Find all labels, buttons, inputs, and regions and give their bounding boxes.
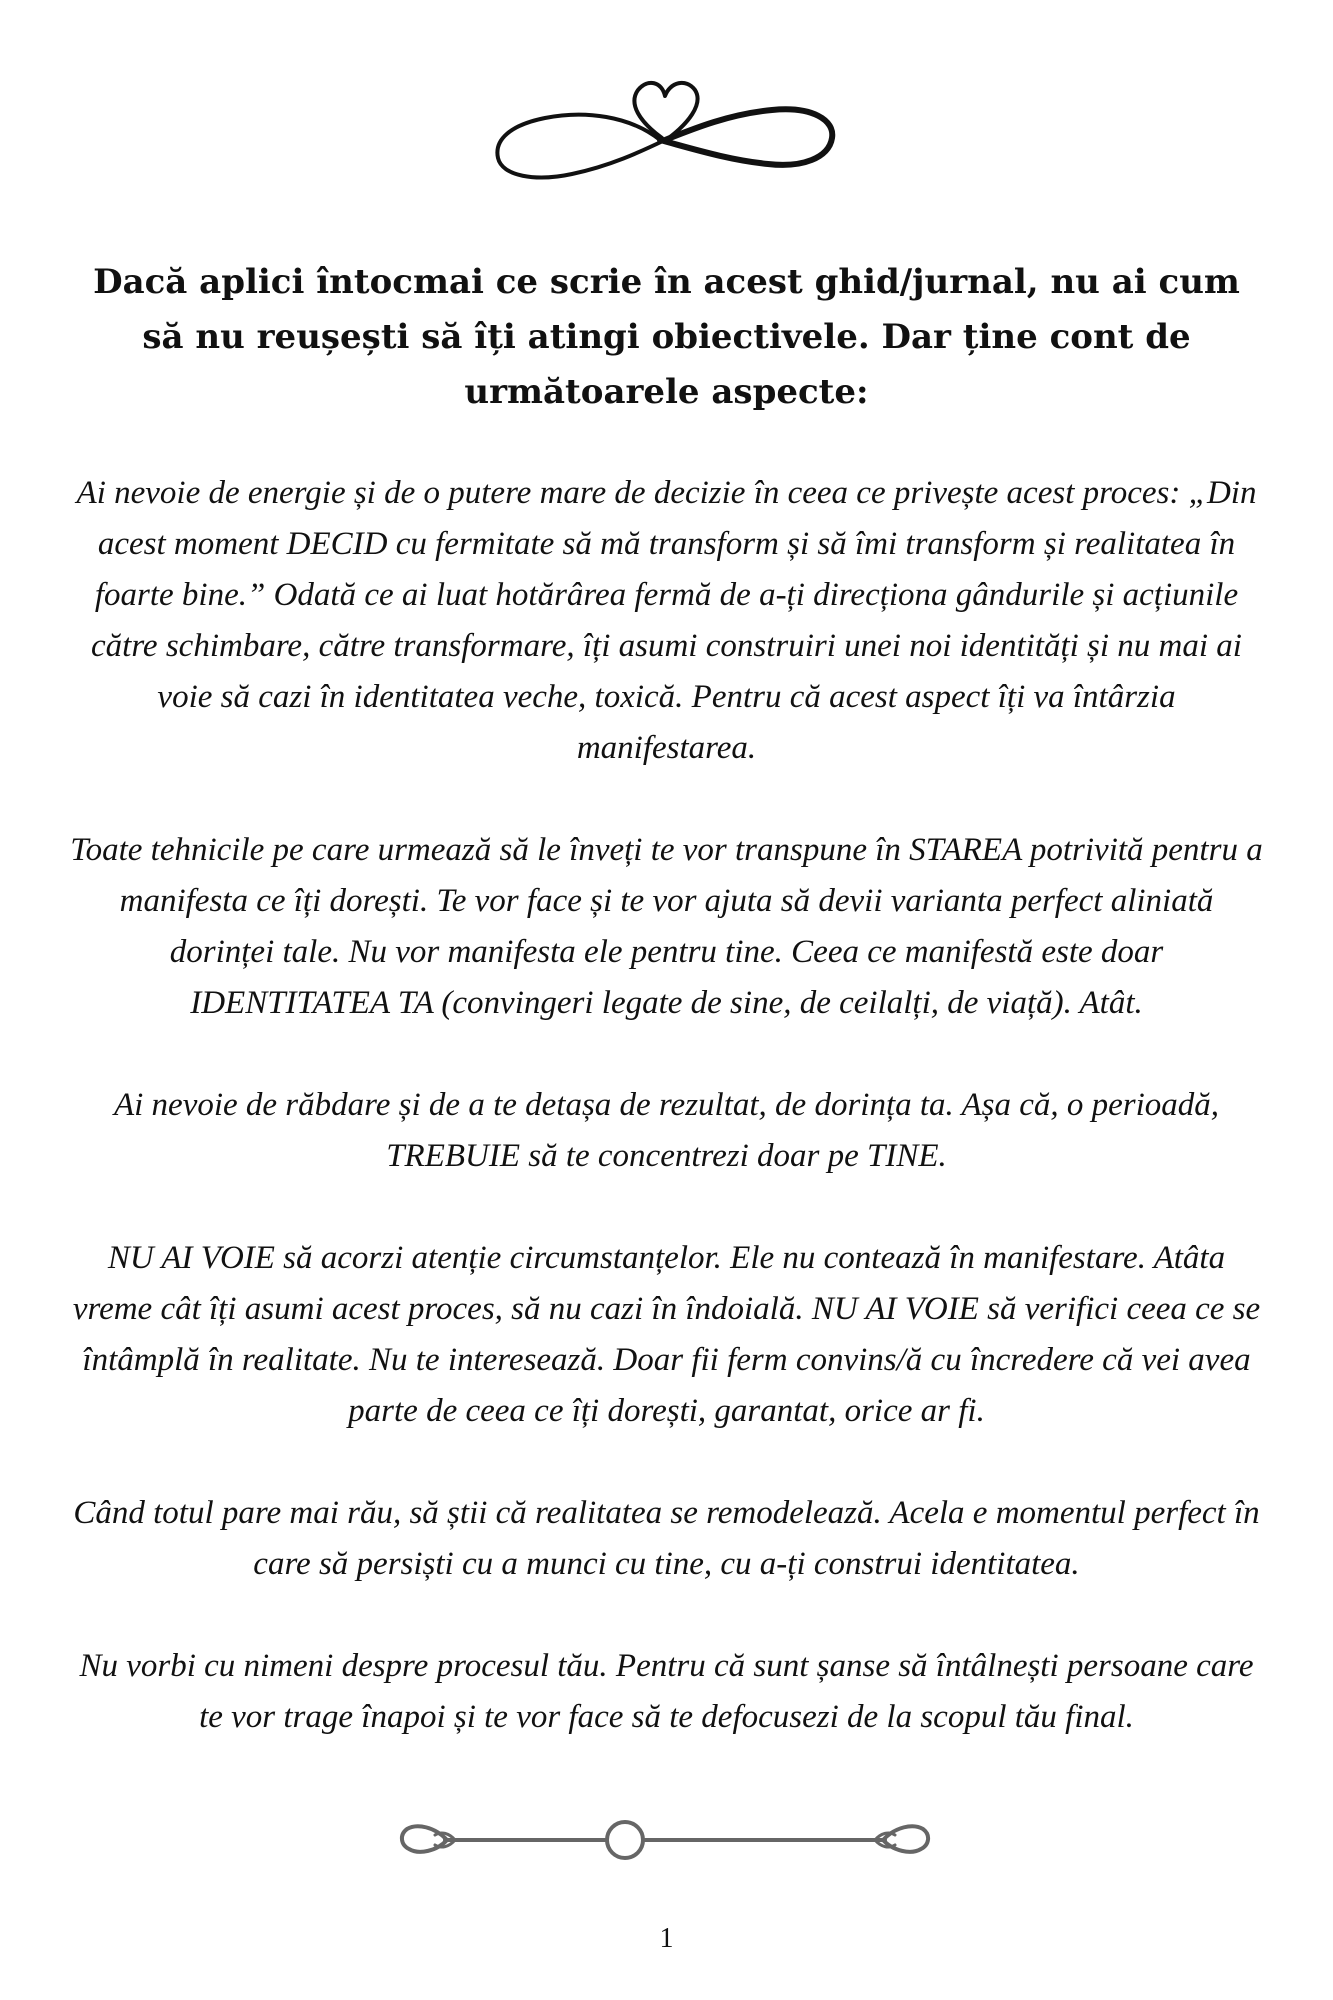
divider-flourish-icon [395, 1815, 935, 1865]
page-number: 1 [659, 1923, 674, 1954]
paragraph-techniques: Toate tehnicile pe care urmează să le înveți te vor transpune în STAREA potrivită pentru a manifesta ce îți dorești. Te vor face și te vor ajuta să devii varianta perfect aliniată dorinței tale. Nu vor manifesta ele pentru tine. Ceea ce manifestă este doar IDENTITATEA TA (convingeri legate de sine, de ceilalți, de viață). Atât. [70, 832, 1263, 1021]
infinity-heart-icon [490, 78, 840, 188]
page-heading: Dacă aplici întocmai ce scrie în acest ghid/jurnal, nu ai cum să nu reușești să îți atingi obiectivele. Dar ține cont de următoarele aspecte: [93, 262, 1240, 412]
paragraph-patience: Ai nevoie de răbdare și de a te detașa de rezultat, de dorința ta. Așa că, o perioadă, TREBUIE să te concentrezi doar pe TINE. [113, 1087, 1220, 1174]
paragraph-circumstances: NU AI VOIE să acorzi atenție circumstanțelor. Ele nu contează în manifestare. Atâta vreme cât îți asumi acest proces, să nu cazi în îndoială. NU AI VOIE să verifici ceea ce se întâmplă în realitate. Nu te interesează. Doar fii ferm convins/ă cu încredere că vei avea parte de ceea ce îți dorești, garantat, orice ar fi. [72, 1240, 1261, 1429]
paragraph-silence: Nu vorbi cu nimeni despre procesul tău. Pentru că sunt șanse să întâlnești persoane care te vor trage înapoi și te vor face să te defocusezi de la scopul tău final. [79, 1648, 1254, 1735]
paragraph-reality: Când totul pare mai rău, să știi că realitatea se remodelează. Acela e momentul perfect în care să persiști cu a munci cu tine, cu a-ți construi identitatea. [73, 1495, 1260, 1582]
paragraph-energy: Ai nevoie de energie și de o putere mare de decizie în ceea ce privește acest proces: „Din acest moment DECID cu fermitate să mă transform și să îmi transform și realitatea în foarte bine.” Odată ce ai luat hotărârea fermă de a-ți direcționa gândurile și acțiunile către schimbare, către transformare, îți asumi construiri unei noi identități și nu mai ai voie să cazi în identitatea veche, toxică. Pentru că acest aspect îți va întârzia manifestarea. [76, 475, 1257, 766]
body-text [70, 468, 1263, 1794]
